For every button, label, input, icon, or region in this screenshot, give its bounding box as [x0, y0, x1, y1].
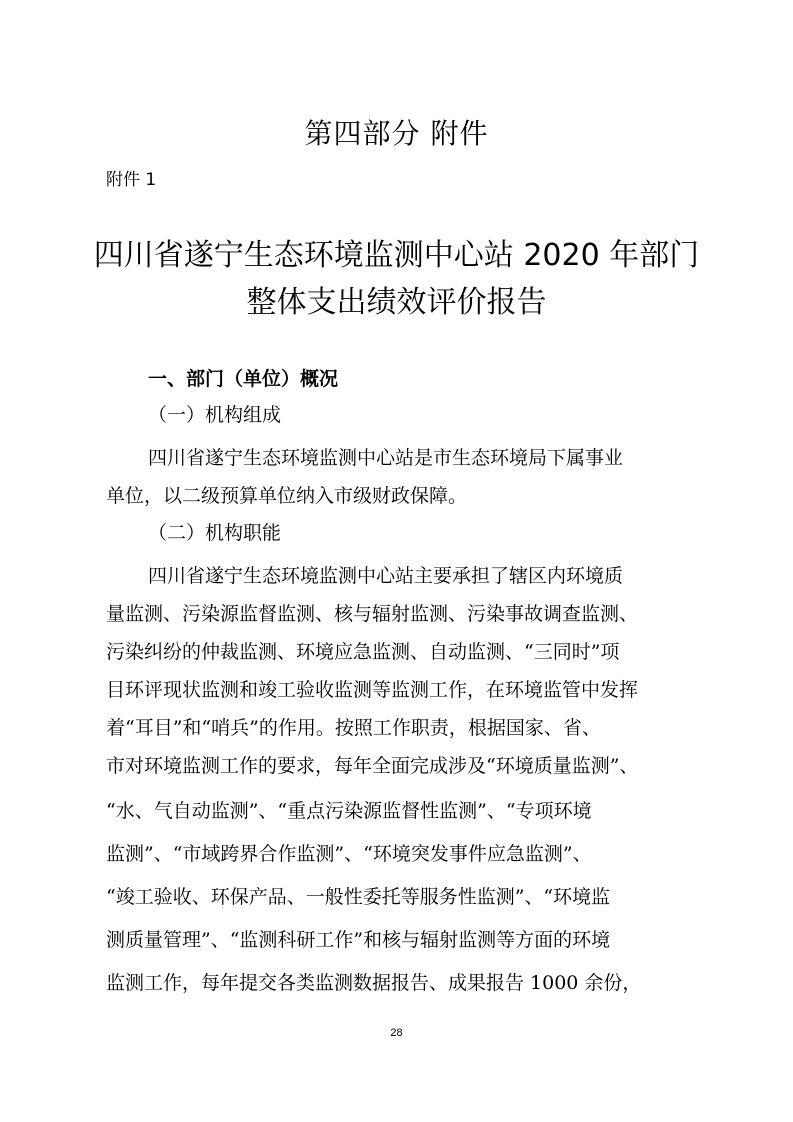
report-title-line-1: 四川省遂宁生态环境监测中心站 2020 年部门: [93, 238, 700, 273]
attachment-label: 附件 1: [106, 170, 157, 190]
paragraph-line: 污染纠纷的仲裁监测、环境应急监测、自动监测、“三同时”项: [106, 641, 620, 663]
subsection-heading-organization: （一）机构组成: [148, 404, 282, 426]
paragraph-line: 四川省遂宁生态环境监测中心站主要承担了辖区内环境质: [148, 565, 624, 587]
part-title: 第四部分 附件: [304, 117, 489, 150]
report-title-line-2: 整体支出绩效评价报告: [246, 285, 547, 320]
paragraph-line: “水、气自动监测”、“重点污染源监督性监测”、“专项环境: [106, 800, 592, 822]
paragraph-line: 市对环境监测工作的要求，每年全面完成涉及“环境质量监测”、: [106, 755, 639, 777]
paragraph-line: 测质量管理”、“监测科研工作”和核与辐射监测等方面的环境: [106, 929, 611, 951]
paragraph-line: 监测工作，每年提交各类监测数据报告、成果报告 1000 余份，: [106, 972, 642, 994]
paragraph-line: 目环评现状监测和竣工验收监测等监测工作，在环境监管中发挥: [106, 679, 639, 701]
section-heading-overview: 一、部门（单位）概况: [148, 368, 339, 390]
paragraph-line: 量监测、污染源监督监测、核与辐射监测、污染事故调查监测、: [106, 603, 639, 625]
paragraph-line: 四川省遂宁生态环境监测中心站是市生态环境局下属事业: [148, 447, 624, 469]
subsection-heading-functions: （二）机构职能: [148, 522, 282, 544]
paragraph-line: 着“耳目”和“哨兵”的作用。按照工作职责，根据国家、省、: [106, 717, 601, 739]
paragraph-line: “竣工验收、环保产品、一般性委托等服务性监测”、“环境监: [106, 886, 611, 908]
paragraph-line: 单位，以二级预算单位纳入市级财政保障。: [106, 485, 468, 507]
page-number: 28: [390, 1027, 403, 1039]
paragraph-line: 监测”、“市域跨界合作监测”、“环境突发事件应急监测”、: [106, 843, 592, 865]
